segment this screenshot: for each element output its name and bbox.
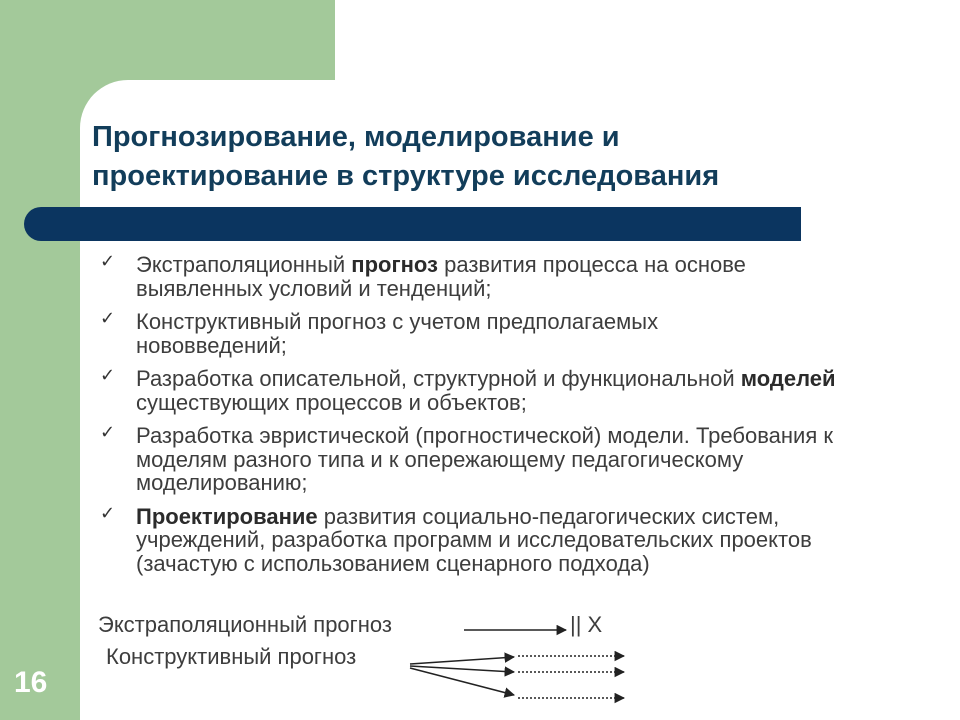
bullet-item: ✓ Разработка описательной, структурной и функциональной моделей существующих процессов и объектов; (100, 365, 836, 415)
checkmark-icon: ✓ (100, 365, 116, 386)
extrapolation-forecast-label: Экстраполяционный прогноз (98, 612, 392, 637)
constructive-forecast-label: Конструктивный прогноз (106, 644, 357, 669)
bullet-item: ✓ Экстраполяционный прогноз развития процесса на основе выявленных условий и тенденций; (100, 251, 746, 301)
bullet-item: ✓ Проектирование развития социально-педагогических систем, учреждений, разработка программ и исследовательских проектов (зачастую с использованием сценарного подхода) (100, 502, 812, 576)
constructive-arrow-3 (410, 668, 514, 695)
bullet-item: ✓ Разработка эвристической (прогностической) модели. Требования к моделям разного типа и к опережающему педагогическому моделированию; (100, 422, 833, 495)
title-line-1: Прогнозирование, моделирование и (92, 121, 620, 153)
constructive-arrow-1 (410, 657, 514, 664)
checkmark-icon: ✓ (100, 422, 116, 443)
title-line-2: проектирование в структуре исследования (92, 160, 720, 192)
bullet-item: ✓ Конструктивный прогноз с учетом предполагаемых нововведений; (100, 308, 659, 358)
forecast-target-label: || X (570, 612, 603, 637)
checkmark-icon: ✓ (100, 251, 116, 272)
constructive-arrow-2 (410, 666, 514, 672)
checkmark-icon: ✓ (100, 308, 116, 329)
slide-number: 16 (14, 666, 48, 699)
checkmark-icon: ✓ (100, 502, 116, 524)
